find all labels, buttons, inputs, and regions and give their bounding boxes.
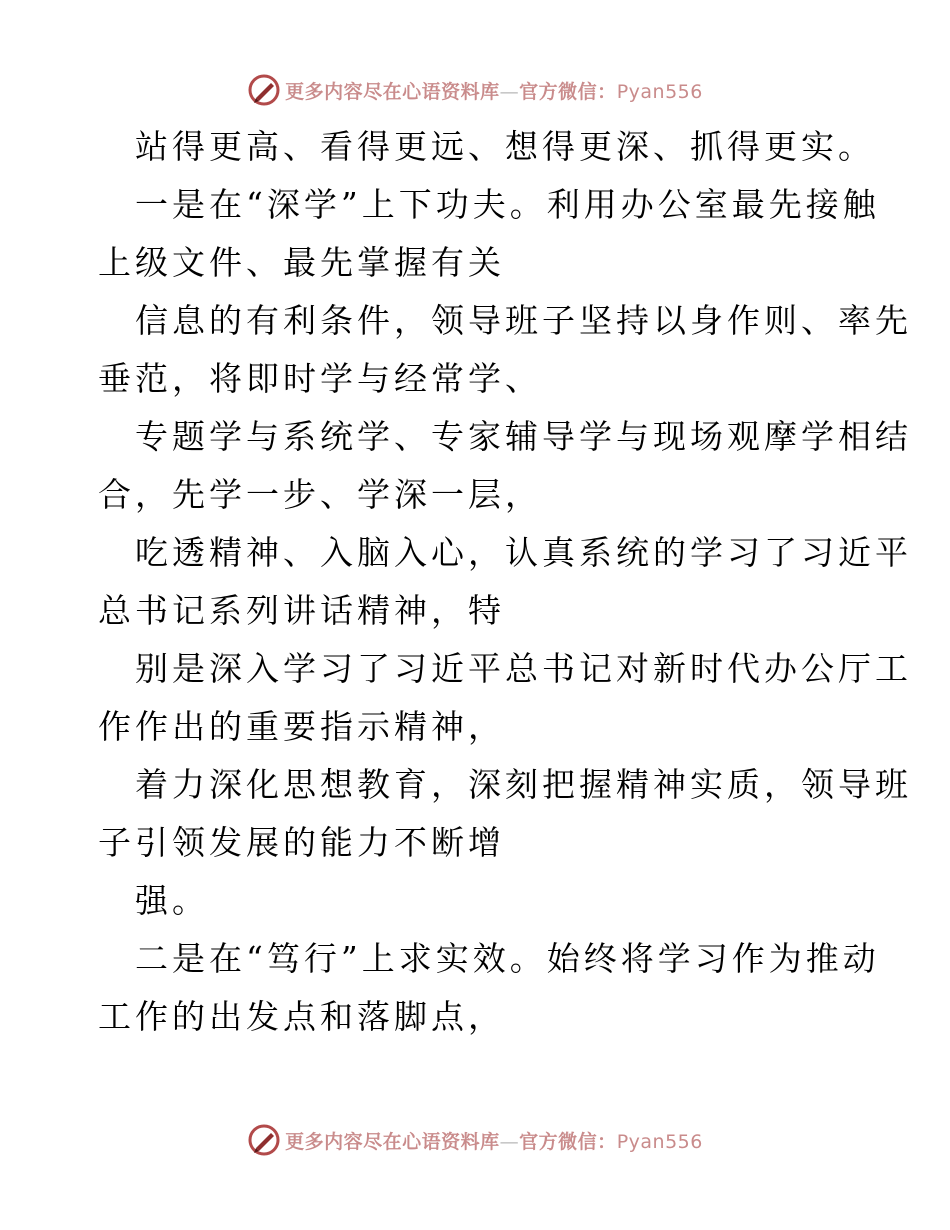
text-line: 吃透精神、入脑入心，认真系统的学习了习近平 <box>135 533 912 572</box>
text-line: 强。 <box>135 881 209 920</box>
text-line: 站得更高、看得更远、想得更深、抓得更实。 <box>135 127 875 166</box>
text-line: 作作出的重要指示精神， <box>98 707 505 746</box>
text-line: 垂范，将即时学与经常学、 <box>98 359 542 398</box>
text-line: 信息的有利条件，领导班子坚持以身作则、率先 <box>135 301 912 340</box>
pen-circle-logo-icon <box>247 73 281 107</box>
text-line: 二是在“笃行”上求实效。始终将学习作为推动 <box>135 939 880 978</box>
header-watermark-banner <box>0 70 950 110</box>
text-line: 着力深化思想教育，深刻把握精神实质，领导班 <box>135 765 912 804</box>
pen-circle-logo-icon <box>247 1123 281 1157</box>
text-line: 一是在“深学”上下功夫。利用办公室最先接触 <box>135 185 880 224</box>
text-line: 上级文件、最先掌握有关 <box>98 243 505 282</box>
text-line: 总书记系列讲话精神，特 <box>98 591 505 630</box>
banner-text: 更多内容尽在心语资料库—官方微信：Pyan556 <box>285 80 703 103</box>
document-body <box>98 118 912 1046</box>
text-line: 子引领发展的能力不断增 <box>98 823 505 862</box>
footer-watermark-banner <box>0 1120 950 1160</box>
text-line: 合，先学一步、学深一层， <box>98 475 542 514</box>
banner-text: 更多内容尽在心语资料库—官方微信：Pyan556 <box>285 1130 703 1153</box>
text-line: 别是深入学习了习近平总书记对新时代办公厅工 <box>135 649 912 688</box>
text-line: 专题学与系统学、专家辅导学与现场观摩学相结 <box>135 417 912 456</box>
text-line: 工作的出发点和落脚点， <box>98 997 505 1036</box>
